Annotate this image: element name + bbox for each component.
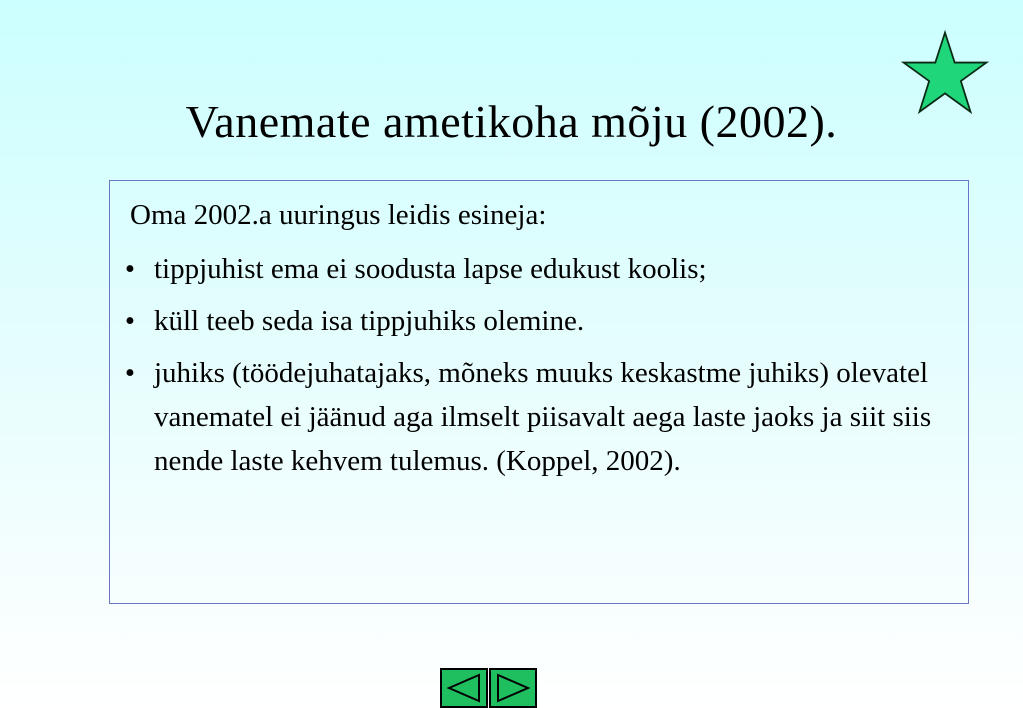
bullet-mark: • [124, 357, 136, 389]
bullet-list [120, 247, 940, 491]
bullet-text: tippjuhist ema ei soodusta lapse edukust koolis; [154, 253, 707, 285]
next-slide-button[interactable] [489, 668, 537, 708]
intro-text: Oma 2002.a uuringus leidis esineja: [130, 199, 547, 231]
previous-slide-button[interactable] [440, 668, 488, 708]
bullet-mark: • [124, 305, 136, 337]
triangle-right-icon [494, 672, 532, 704]
triangle-left-icon [445, 672, 483, 704]
star-icon [901, 30, 989, 118]
list-item [120, 299, 940, 343]
slide-title: Vanemate ametikoha mõju (2002). [185, 96, 838, 147]
slide-navigation [440, 668, 537, 708]
list-item [120, 351, 940, 483]
content-box [109, 180, 969, 604]
bullet-text: juhiks (töödejuhatajaks, mõneks muuks keskastme juhiks) olevatel vanematel ei jäänud aga ilmselt piisavalt aega laste jaoks ja siit siis nende laste kehvem tulemus. (Koppel, 2002). [154, 357, 932, 477]
list-item [120, 247, 940, 291]
bullet-mark: • [124, 253, 136, 285]
bullet-text: küll teeb seda isa tippjuhiks olemine. [154, 305, 585, 337]
